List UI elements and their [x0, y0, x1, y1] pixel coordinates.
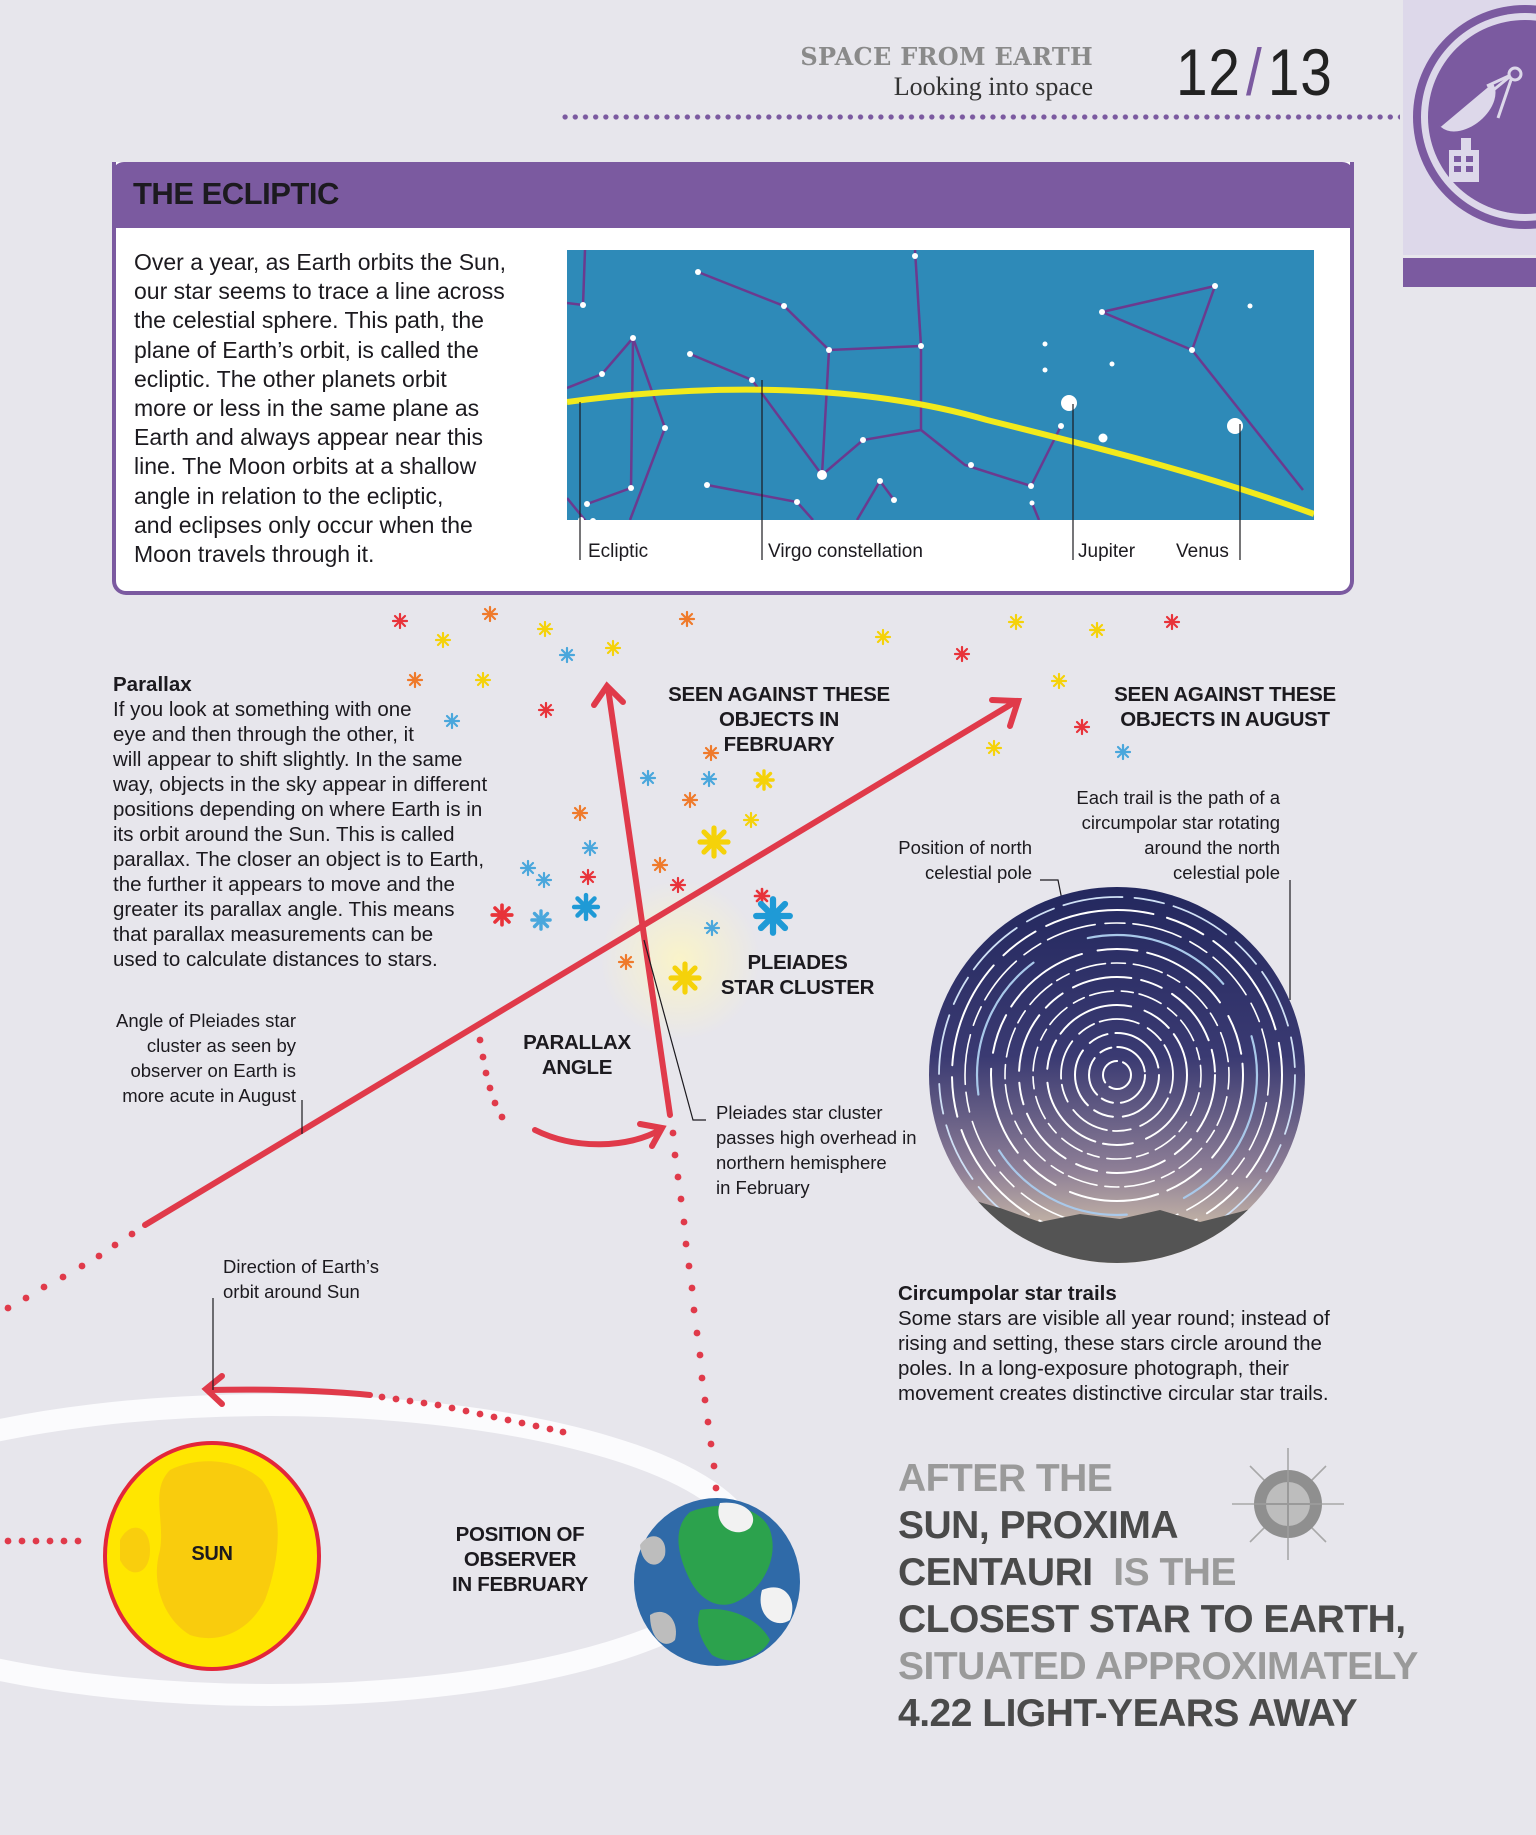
parallax-line: parallax. The closer an object is to Earth, — [113, 848, 485, 871]
star-trails-heading: Circumpolar star trails — [898, 1282, 1117, 1305]
pole-note — [862, 835, 1032, 885]
chart-leader-lines — [560, 380, 1260, 560]
star-trails-line: Some stars are visible all year round; instead of — [898, 1307, 1330, 1330]
label-february-objects — [664, 682, 894, 757]
star-trails-line: rising and setting, these stars circle around the — [898, 1332, 1322, 1355]
label-line: IN FEBRUARY — [451, 1573, 589, 1596]
chart-label-venus: Venus — [1176, 541, 1229, 562]
caption-line: celestial pole — [1173, 862, 1280, 883]
ecliptic-line: Over a year, as Earth orbits the Sun, — [134, 249, 507, 275]
parallax-line: positions depending on where Earth is in — [113, 798, 483, 821]
fact-line-6: 4.22 LIGHT-YEARS AWAY — [898, 1692, 1358, 1735]
pleiades-note — [716, 1100, 936, 1200]
chart-label-jupiter: Jupiter — [1078, 541, 1136, 562]
ecliptic-line: plane of Earth’s orbit, is called the — [134, 336, 479, 363]
label-line: ANGLE — [541, 1056, 613, 1079]
chart-label-ecliptic: Ecliptic — [588, 541, 649, 562]
section-subtitle: Looking into space — [893, 72, 1093, 101]
chart-label-virgo: Virgo constellation — [768, 541, 923, 562]
ecliptic-line: our star seems to trace a line across — [134, 278, 505, 305]
label-line: PARALLAX — [523, 1031, 631, 1054]
parallax-line: If you look at something with one — [113, 698, 412, 721]
label-line: OBSERVER — [463, 1548, 577, 1571]
ecliptic-line: ecliptic. The other planets orbit — [134, 365, 447, 392]
caption-line: Angle of Pleiades star — [116, 1010, 296, 1031]
fact-line-3-dark: CENTAURI — [898, 1551, 1093, 1594]
fact-line-4: CLOSEST STAR TO EARTH, — [898, 1598, 1406, 1641]
parallax-heading: Parallax — [113, 673, 192, 696]
caption-line: around the north — [1144, 837, 1280, 858]
trail-note — [1040, 785, 1280, 885]
parallax-line: its orbit around the Sun. This is called — [113, 823, 455, 846]
label-line: PLEIADES — [747, 951, 848, 974]
fact-line-3-light: IS THE — [1113, 1551, 1236, 1594]
label-line: OBJECTS IN FEBRUARY — [718, 708, 840, 756]
header-dotted-rule — [560, 114, 1400, 120]
chapter-tab-strip — [1403, 258, 1536, 287]
caption-line: passes high overhead in — [716, 1127, 917, 1148]
star-trails-explainer — [898, 1281, 1368, 1406]
observer-position-label — [440, 1522, 600, 1597]
caption-line: cluster as seen by — [146, 1035, 296, 1056]
label-line: SEEN AGAINST THESE — [1114, 683, 1336, 706]
radio-telescope-icon — [1403, 0, 1536, 255]
caption-line: Each trail is the path of a — [1076, 787, 1280, 808]
label-line: SEEN AGAINST THESE — [668, 683, 890, 706]
ecliptic-line: line. The Moon orbits at a shallow — [134, 453, 477, 480]
chapter-tab — [1403, 0, 1536, 255]
orbit-direction-note — [223, 1254, 423, 1304]
fact-line-5: SITUATED APPROXIMATELY — [898, 1645, 1418, 1688]
ecliptic-line: the celestial sphere. This path, the — [134, 307, 484, 334]
caption-line: Direction of Earth’s — [223, 1256, 379, 1277]
label-pleiades — [715, 950, 880, 1000]
star-trails-line: movement creates distinctive circular star trails. — [898, 1382, 1329, 1405]
parallax-line: that parallax measurements can be — [113, 923, 434, 946]
ecliptic-line: Moon travels through it. — [134, 541, 375, 568]
caption-line: orbit around Sun — [223, 1281, 360, 1302]
parallax-line: used to calculate distances to stars. — [113, 948, 438, 971]
label-line: OBJECTS IN AUGUST — [1120, 708, 1330, 731]
star-trails-line: poles. In a long-exposure photograph, their — [898, 1357, 1289, 1380]
fact-line-2: SUN, PROXIMA — [898, 1504, 1179, 1547]
caption-line: Pleiades star cluster — [716, 1102, 883, 1123]
fact-line-1: AFTER THE — [898, 1457, 1113, 1500]
angle-note — [100, 1008, 296, 1108]
star-trails-photo — [920, 887, 1320, 1300]
label-parallax-angle — [512, 1030, 642, 1080]
caption-line: observer on Earth is — [130, 1060, 296, 1081]
parallax-line: eye and then through the other, it — [113, 723, 414, 746]
page-separator: / — [1246, 35, 1263, 109]
caption-line: northern hemisphere — [716, 1152, 887, 1173]
parallax-explainer — [113, 672, 533, 972]
ecliptic-line: more or less in the same plane as — [134, 395, 480, 422]
page-numbers — [1176, 34, 1333, 110]
star-icon — [1232, 1448, 1344, 1560]
caption-line: Position of north — [898, 837, 1032, 858]
page-right: 13 — [1267, 35, 1333, 109]
earth-illustration — [634, 1498, 800, 1666]
label-august-objects — [1110, 682, 1340, 732]
caption-line: more acute in August — [122, 1085, 296, 1106]
caption-line: celestial pole — [925, 862, 1032, 883]
caption-line: in February — [716, 1177, 810, 1198]
label-line: POSITION OF — [455, 1523, 585, 1546]
ecliptic-title: THE ECLIPTIC — [133, 176, 339, 211]
label-line: STAR CLUSTER — [720, 976, 875, 999]
ecliptic-line: Earth and always appear near this — [134, 424, 484, 451]
section-title: SPACE FROM EARTH — [800, 42, 1093, 71]
sun-label: SUN — [191, 1543, 233, 1565]
page-left: 12 — [1176, 35, 1241, 109]
parallax-line: way, objects in the sky appear in different — [113, 773, 488, 796]
parallax-line: will appear to shift slightly. In the same — [113, 748, 463, 771]
parallax-line: the further it appears to move and the — [113, 873, 455, 896]
caption-line: circumpolar star rotating — [1081, 812, 1280, 833]
ecliptic-body — [134, 248, 534, 569]
parallax-line: greater its parallax angle. This means — [113, 898, 455, 921]
ecliptic-line: angle in relation to the ecliptic, — [134, 482, 444, 509]
ecliptic-line: and eclipses only occur when the — [134, 511, 473, 538]
